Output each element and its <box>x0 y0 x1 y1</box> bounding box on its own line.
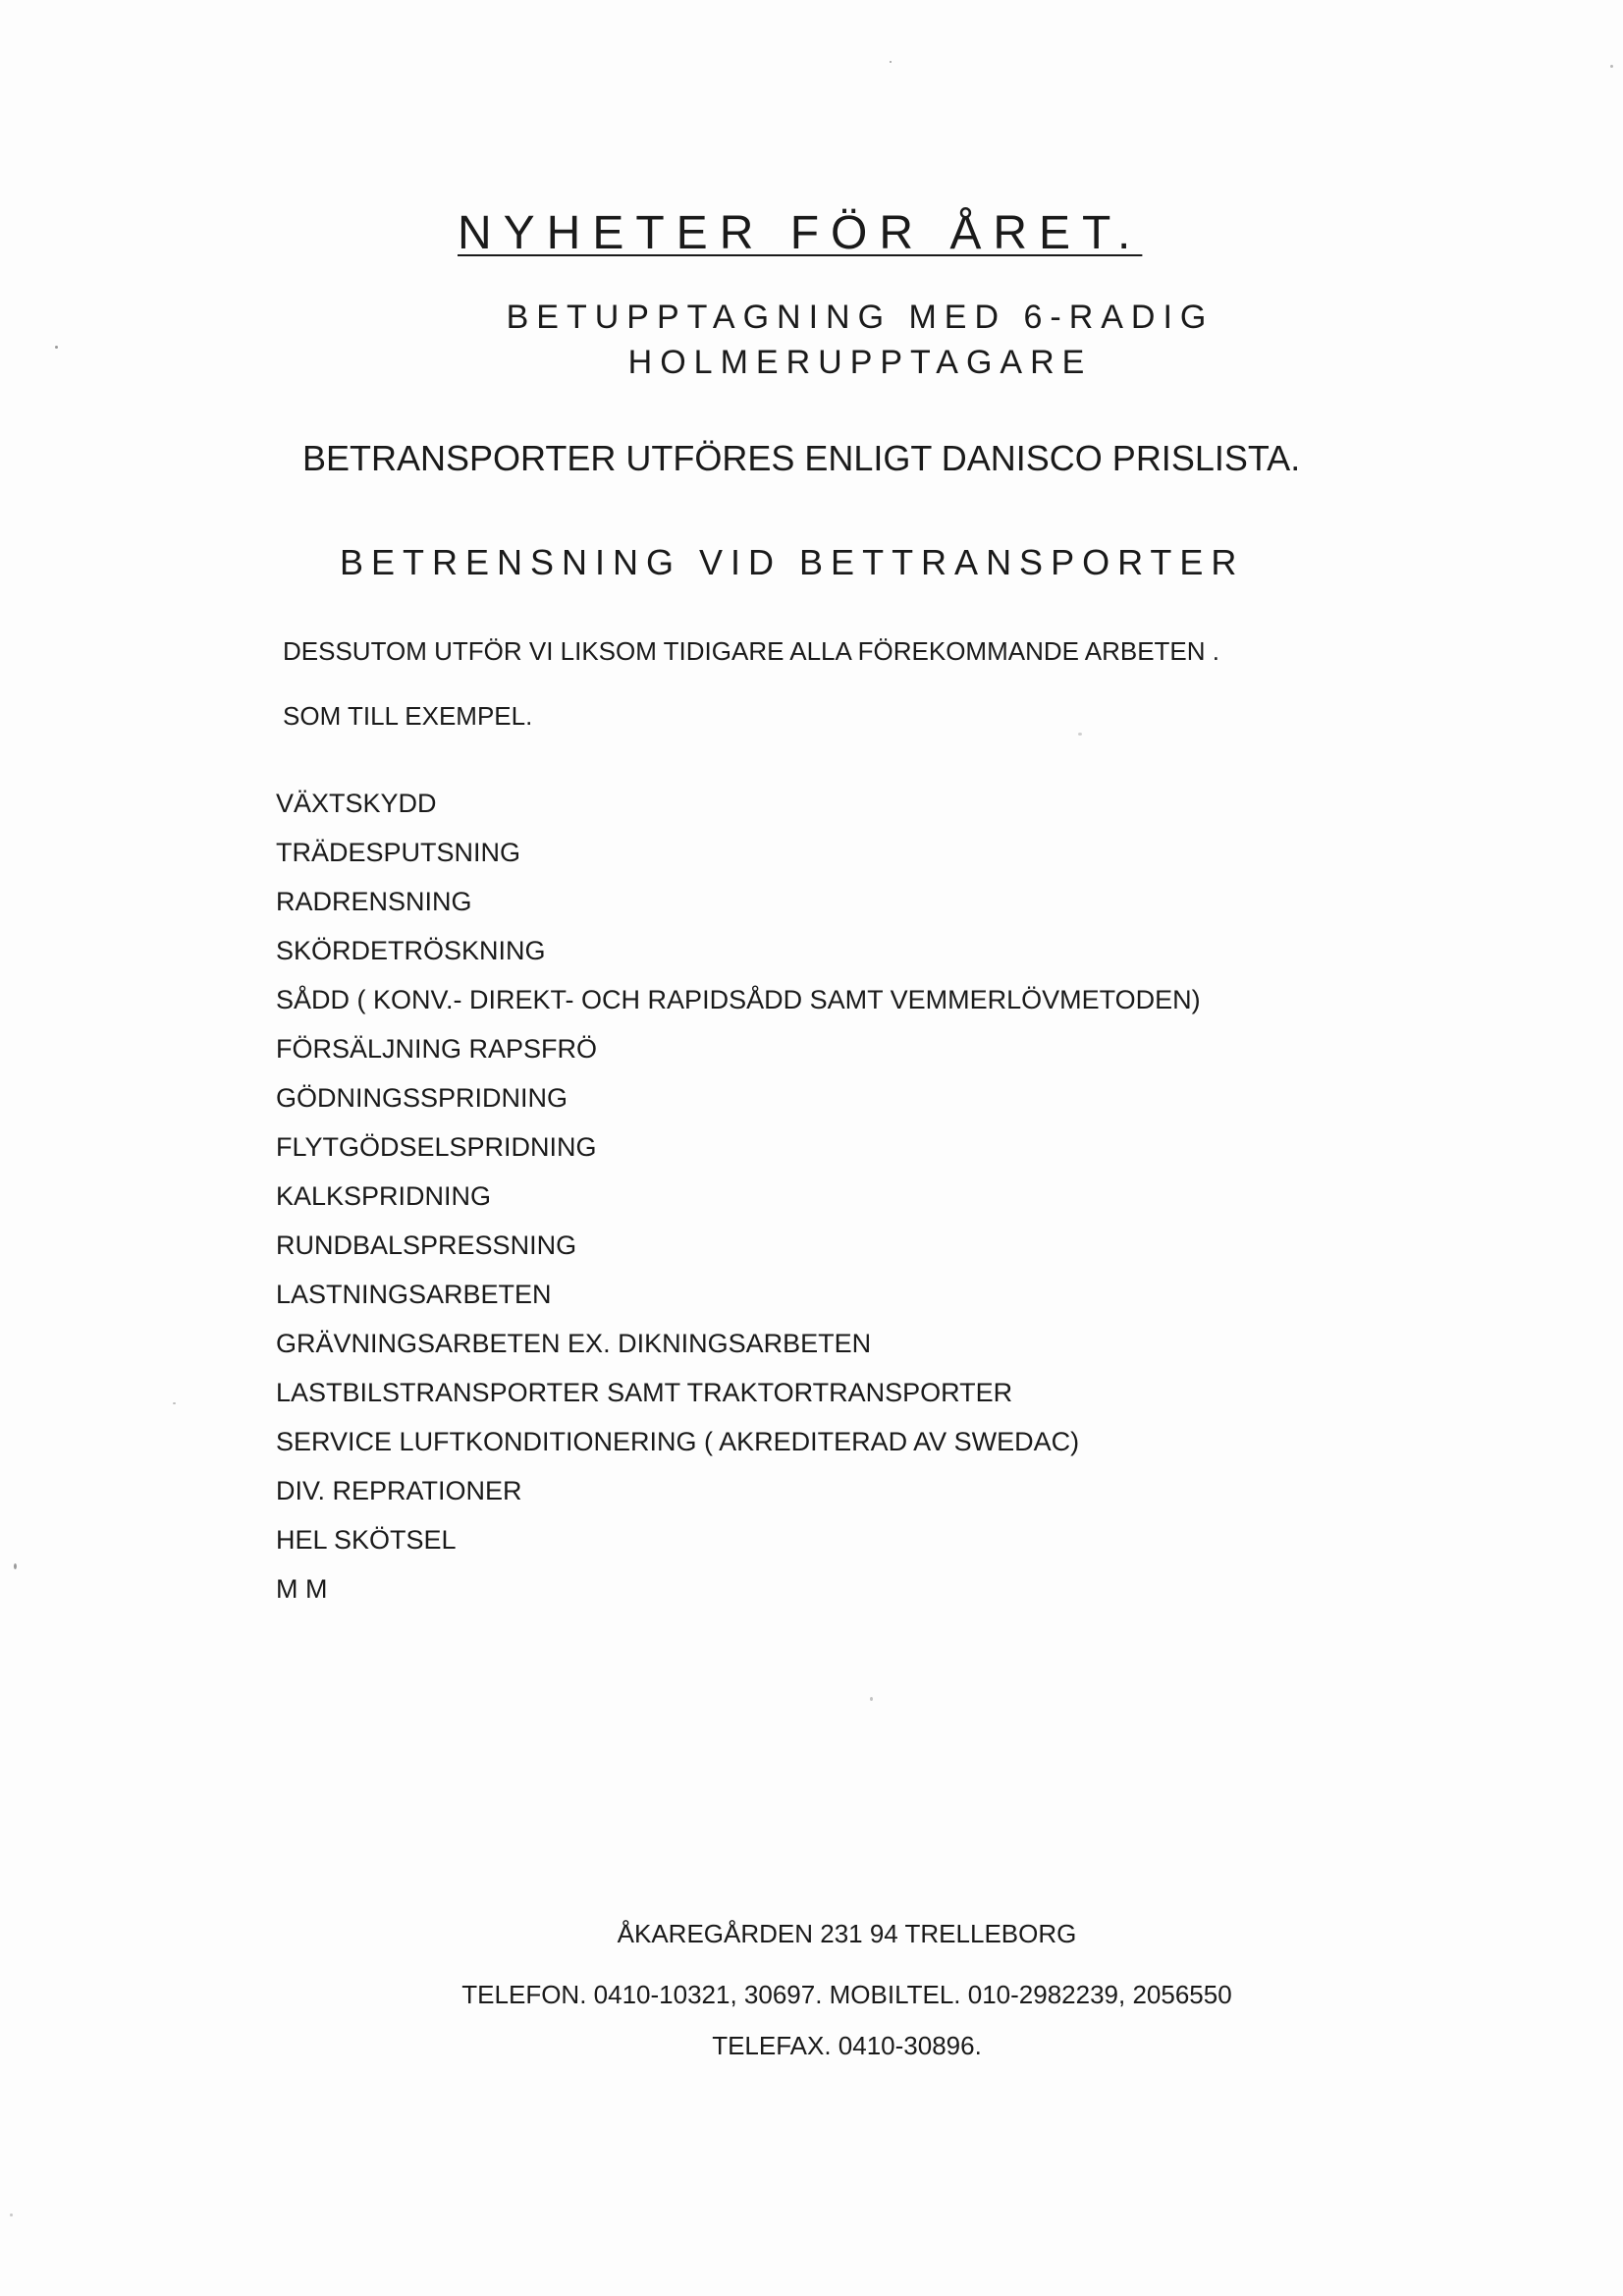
service-item: SKÖRDETRÖSKNING <box>276 936 546 965</box>
services-list <box>276 779 1201 1613</box>
footer-fax: TELEFAX. 0410-30896. <box>712 2031 982 2060</box>
service-item: FÖRSÄLJNING RAPSFRÖ <box>276 1034 598 1064</box>
footer-address: ÅKAREGÅRDEN 231 94 TRELLEBORG <box>617 1919 1077 1948</box>
intro-line-1: DESSUTOM UTFÖR VI LIKSOM TIDIGARE ALLA FÖREKOMMANDE ARBETEN . <box>283 636 1220 666</box>
service-item: RUNDBALSPRESSNING <box>276 1230 577 1260</box>
service-item: VÄXTSKYDD <box>276 789 437 818</box>
service-item: SÅDD ( KONV.- DIREKT- OCH RAPIDSÅDD SAMT VEMMERLÖVMETODEN) <box>276 985 1201 1014</box>
scan-speck <box>1610 65 1613 68</box>
page-title: NYHETER FÖR ÅRET. <box>458 207 1143 259</box>
service-item: LASTBILSTRANSPORTER SAMT TRAKTORTRANSPORTER <box>276 1378 1013 1407</box>
service-item: HEL SKÖTSEL <box>276 1525 457 1555</box>
service-item: FLYTGÖDSELSPRIDNING <box>276 1132 597 1162</box>
footer-phone: TELEFON. 0410-10321, 30697. MOBILTEL. 010-2982239, 2056550 <box>461 1980 1232 2009</box>
scan-speck <box>173 1402 176 1404</box>
transport-note: BETRANSPORTER UTFÖRES ENLIGT DANISCO PRISLISTA. <box>302 438 1301 478</box>
service-item: TRÄDESPUTSNING <box>276 838 521 867</box>
subtitle-line-1: BETUPPTAGNING MED 6-RADIG <box>506 299 1215 336</box>
service-item: RADRENSNING <box>276 887 472 916</box>
scan-speck <box>14 1563 17 1569</box>
scan-speck <box>55 346 58 349</box>
scan-speck <box>890 61 892 63</box>
scan-speck <box>1078 733 1082 736</box>
subtitle <box>428 295 1292 385</box>
cleaning-note: BETRENSNING VID BETTRANSPORTER <box>340 542 1245 582</box>
service-item: SERVICE LUFTKONDITIONERING ( AKREDITERAD AV SWEDAC) <box>276 1427 1080 1456</box>
service-item: M M <box>276 1574 328 1604</box>
scan-speck <box>870 1697 873 1701</box>
subtitle-line-2: HOLMERUPPTAGARE <box>627 344 1093 381</box>
service-item: GÖDNINGSSPRIDNING <box>276 1083 568 1113</box>
intro-line-2: SOM TILL EXEMPEL. <box>283 701 533 731</box>
service-item: DIV. REPRATIONER <box>276 1476 522 1505</box>
service-item: LASTNINGSARBETEN <box>276 1280 552 1309</box>
service-item: GRÄVNINGSARBETEN EX. DIKNINGSARBETEN <box>276 1329 872 1358</box>
scan-speck <box>10 2214 13 2216</box>
service-item: KALKSPRIDNING <box>276 1181 492 1211</box>
